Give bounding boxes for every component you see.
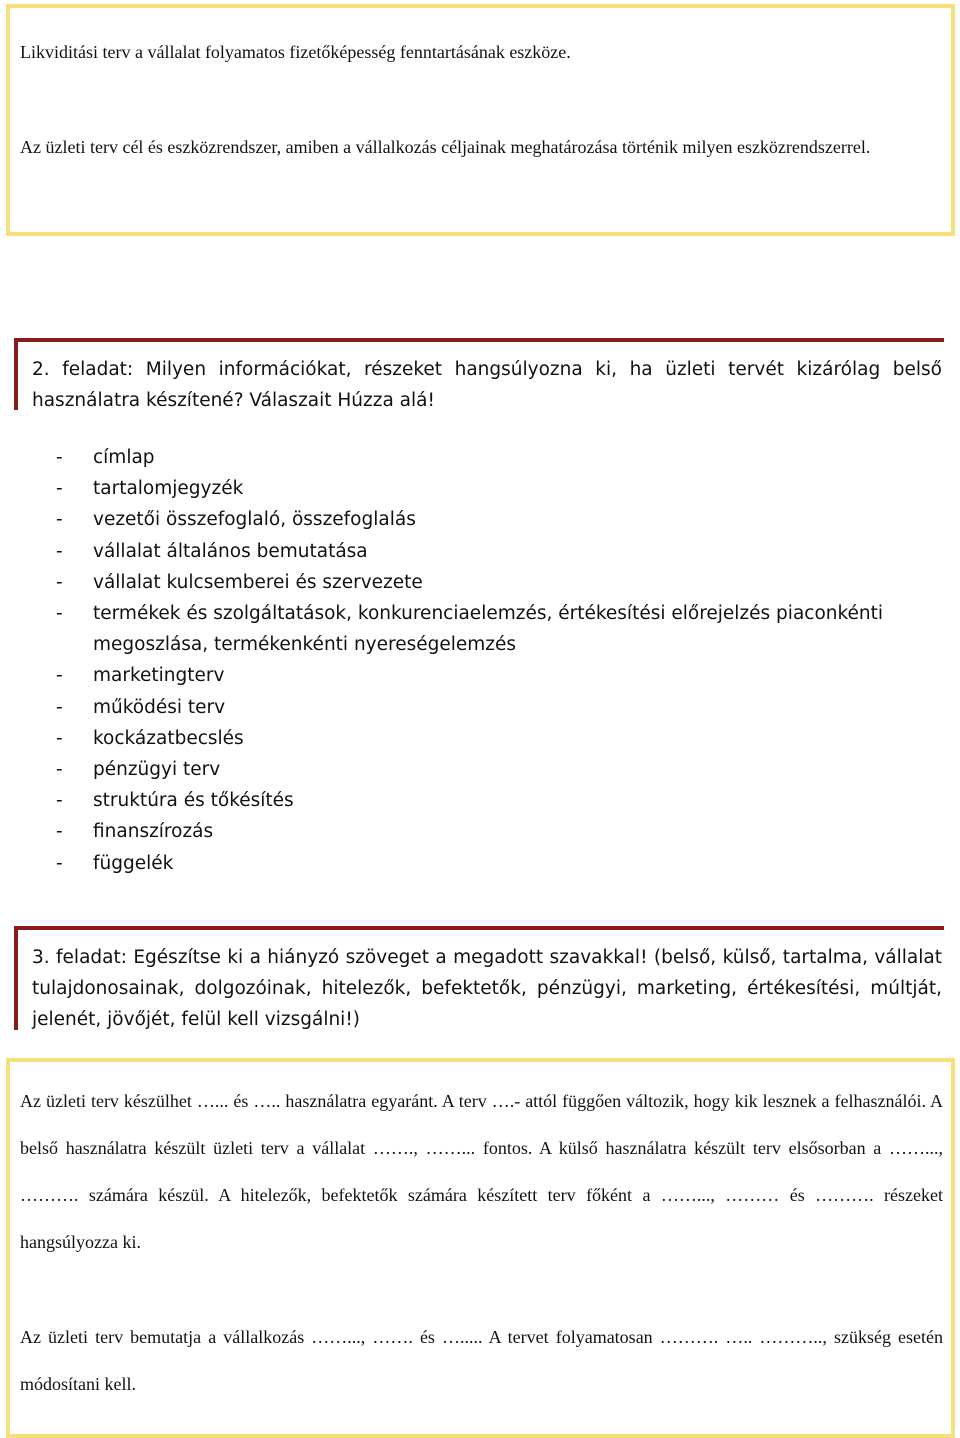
list-dash: - bbox=[56, 759, 63, 781]
list-dash: - bbox=[56, 509, 63, 531]
list-item-label: függelék bbox=[93, 852, 174, 874]
list-item[interactable] bbox=[56, 598, 946, 660]
list-dash: - bbox=[56, 665, 63, 687]
list-dash: - bbox=[56, 603, 63, 625]
list-item-label: vállalat kulcsemberei és szervezete bbox=[93, 571, 423, 593]
intro-box bbox=[6, 4, 955, 236]
list-dash: - bbox=[56, 696, 63, 718]
list-item-label: finanszírozás bbox=[93, 821, 214, 843]
list-item[interactable] bbox=[56, 660, 946, 691]
list-dash: - bbox=[56, 571, 63, 593]
task-2-heading: 2. feladat: Milyen információkat, részeket hangsúlyozna ki, ha üzleti tervét kizárólag belső használatra készítené? Válaszait Húzza alá! bbox=[32, 359, 942, 411]
list-item[interactable] bbox=[56, 723, 946, 754]
list-item[interactable] bbox=[56, 785, 946, 816]
task-2-block bbox=[14, 338, 944, 410]
list-item[interactable] bbox=[56, 816, 946, 847]
list-item-label: címlap bbox=[93, 447, 155, 468]
list-item-label: struktúra és tőkésítés bbox=[93, 790, 294, 812]
intro-paragraph-2: Az üzleti terv cél és eszközrendszer, amiben a vállalkozás céljainak meghatározása történik milyen eszközrendszerrel. bbox=[20, 137, 871, 157]
list-item-label: vezetői összefoglaló, összefoglalás bbox=[93, 509, 416, 531]
task-3-heading: 3. feladat: Egészítse ki a hiányzó szöveget a megadott szavakkal! (belső, külső, tartalma, vállalat tulajdonosainak, dolgozóinak, hitelezők, befektetők, pénzügyi, marketing, értékesítési, múltját, jelenét, jövőjét, felül kell vizsgálni!) bbox=[32, 947, 942, 1030]
list-dash: - bbox=[56, 727, 63, 749]
list-item-label: pénzügyi terv bbox=[93, 759, 221, 781]
list-item-label: működési terv bbox=[93, 696, 226, 718]
list-item[interactable] bbox=[56, 473, 946, 504]
list-item-label: kockázatbecslés bbox=[93, 727, 244, 749]
list-item-label: termékek és szolgáltatások, konkurenciaelemzés, értékesítési előrejelzés piaconkénti megoszlása, termékenkénti nyereségelemzés bbox=[93, 603, 884, 656]
intro-paragraph-1: Likviditási terv a vállalat folyamatos fizetőképesség fenntartásának eszköze. bbox=[20, 42, 571, 62]
list-item[interactable] bbox=[56, 536, 946, 567]
answer-list bbox=[56, 442, 946, 879]
list-dash: - bbox=[56, 478, 63, 500]
list-dash: - bbox=[56, 821, 63, 843]
task-3-block bbox=[14, 926, 944, 1030]
list-item-label: marketingterv bbox=[93, 665, 225, 687]
list-item[interactable] bbox=[56, 754, 946, 785]
list-item[interactable] bbox=[56, 848, 946, 879]
list-item[interactable] bbox=[56, 567, 946, 598]
fill-in-box bbox=[6, 1058, 955, 1438]
list-item-label: vállalat általános bemutatása bbox=[93, 540, 368, 562]
list-dash: - bbox=[56, 447, 63, 468]
list-dash: - bbox=[56, 852, 63, 874]
list-dash: - bbox=[56, 540, 63, 562]
list-item-label: tartalomjegyzék bbox=[93, 478, 244, 500]
list-item[interactable] bbox=[56, 504, 946, 535]
fill-in-paragraph-2[interactable]: Az üzleti terv bemutatja a vállalkozás ……..., ……. és …..... A tervet folyamatosan ………. ….. ……….., szükség esetén módosítani kell. bbox=[20, 1327, 943, 1394]
list-item[interactable] bbox=[56, 442, 946, 473]
fill-in-paragraph-1[interactable]: Az üzleti terv készülhet …... és ….. használatra egyaránt. A terv ….- attól függően változik, hogy kik lesznek a felhasználói. A belső használatra készült üzleti terv a vállalat ……., ……... fontos. A külső használatra készült terv elsősorban a ……..., ………. számára készül. A hitelezők, befektetők számára készített terv főként a ……..., ……… és ………. részeket hangsúlyozza ki. bbox=[20, 1091, 943, 1252]
list-dash: - bbox=[56, 790, 63, 812]
list-item[interactable] bbox=[56, 692, 946, 723]
